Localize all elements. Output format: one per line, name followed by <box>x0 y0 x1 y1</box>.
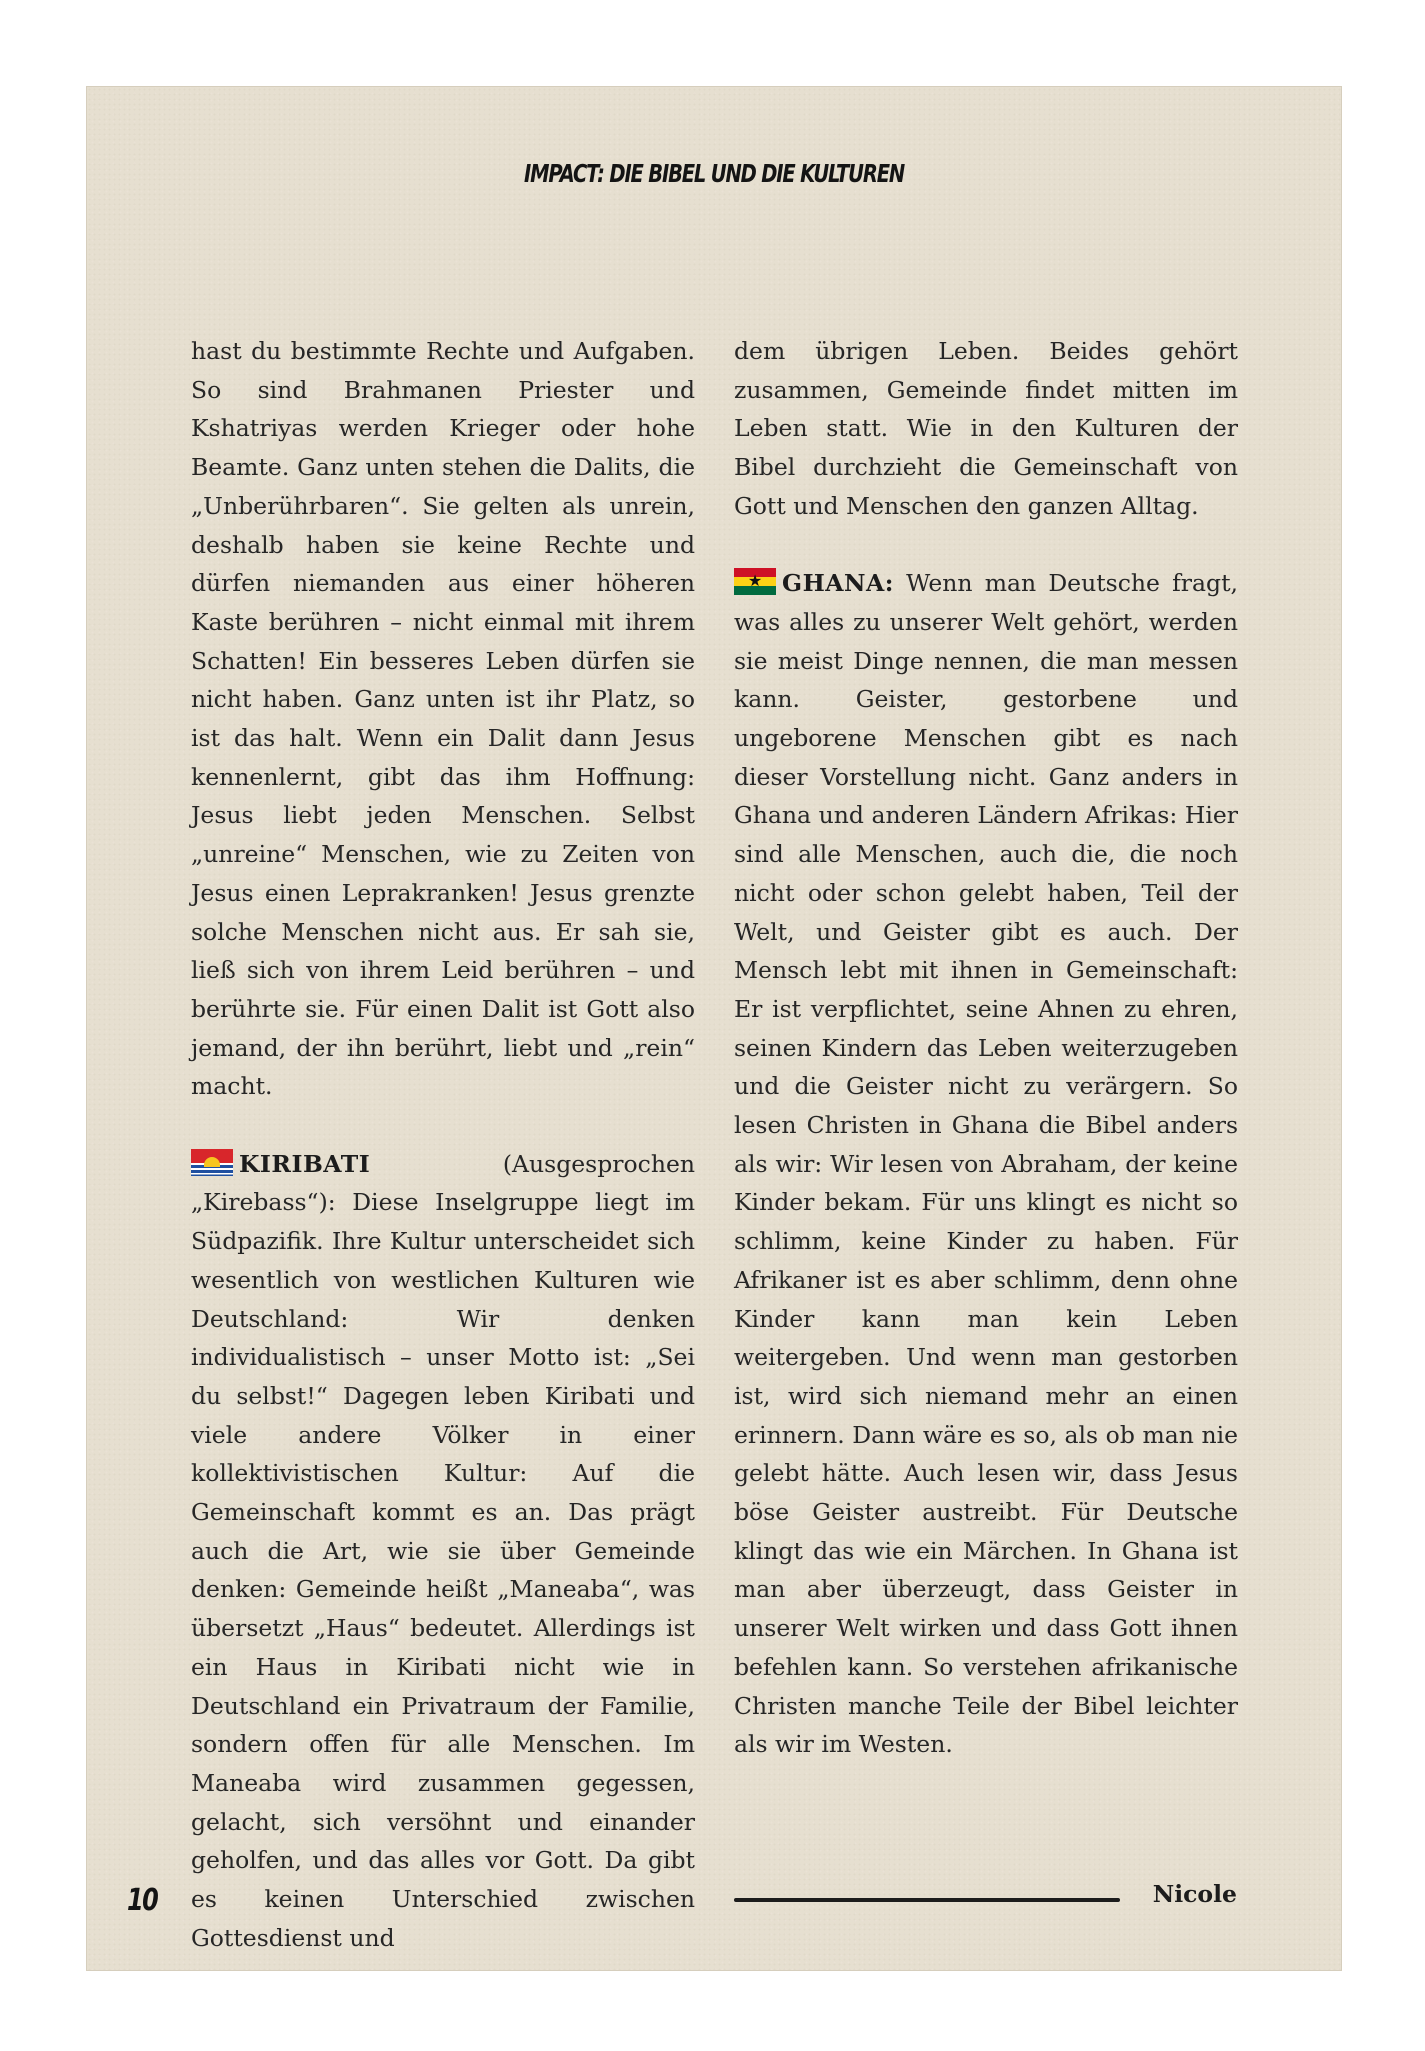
running-header: IMPACT: DIE BIBEL UND DIE KULTUREN <box>523 159 904 188</box>
ghana-flag-icon: ★ <box>734 568 776 595</box>
ghana-heading: GHANA: <box>782 569 894 598</box>
paragraph-continuation: dem übrigen Leben. Beides gehört zusammen, Gemeinde findet mitten im Leben statt. Wie in den Kulturen der Bibel durchzieht die Gemeinschaft von Gott und Menschen den ganzen Alltag. <box>734 337 1238 520</box>
right-column <box>734 332 1238 1764</box>
kiribati-heading: KIRIBATI <box>239 1149 371 1178</box>
author-signature: Nicole <box>1152 1880 1237 1908</box>
page-number: 10 <box>127 1883 158 1918</box>
paragraph-ghana <box>734 564 1238 1764</box>
signature-rule <box>734 1898 1120 1902</box>
paragraph-dalits: hast du bestimmte Rechte und Aufgaben. So sind Brahmanen Priester und Kshatriyas werden Krieger oder hohe Beamte. Ganz unten stehen die Dalits, die „Unberührbaren“. Sie gelten als unrein, deshalb haben sie keine Rechte und dürfen niemanden aus einer höheren Kaste berühren – nicht einmal mit ihrem Schatten! Ein besseres Leben dürfen sie nicht haben. Ganz unten ist ihr Platz, so ist das halt. Wenn ein Dalit dann Jesus kennenlernt, gibt das ihm Hoffnung: Jesus liebt jeden Menschen. Selbst „unreine“ Menschen, wie zu Zeiten von Jesus einen Leprakranken! Jesus grenzte solche Menschen nicht aus. Er sah sie, ließ sich von ihrem Leid berühren – und berührte sie. Für einen Dalit ist Gott also jemand, der ihn berührt, liebt und „rein“ macht. <box>191 337 695 1101</box>
kiribati-text: (Ausgesprochen „Kirebass“): Diese Inselgruppe liegt im Südpazifik. Ihre Kultur unterscheidet sich wesentlich von westlichen Kulturen wie Deutschland: Wir denken individualistisch – unser Motto ist: „Sei du selbst!“ Dagegen leben Kiribati und viele andere Völker in einer kollektivistischen Kultur: Auf die Gemeinschaft kommt es an. Das prägt auch die Art, wie sie über Gemeinde denken: Gemeinde heißt „Maneaba“, was übersetzt „Haus“ bedeutet. Allerdings ist ein Haus in Kiribati nicht wie in Deutschland ein Privatraum der Familie, sondern offen für alle Menschen. Im Maneaba wird zusammen gegessen, gelacht, sich versöhnt und einander geholfen, und das alles vor Gott. Da gibt es keinen Unterschied zwischen Gottesdienst und <box>191 1149 695 1952</box>
ghana-text: Wenn man Deutsche fragt, was alles zu unserer Welt gehört, werden sie meist Dinge nennen, die man messen kann. Geister, gestorbene und ungeborene Menschen gibt es nach dieser Vorstellung nicht. Ganz anders in Ghana und anderen Ländern Afrikas: Hier sind alle Menschen, auch die, die noch nicht oder schon gelebt haben, Teil der Welt, und Geister gibt es auch. Der Mensch lebt mit ihnen in Gemeinschaft: Er ist verpflichtet, seine Ahnen zu ehren, seinen Kindern das Leben weiterzugeben und die Geister nicht zu verärgern. So lesen Christen in Ghana die Bibel anders als wir: Wir lesen von Abraham, der keine Kinder bekam. Für uns klingt es nicht so schlimm, keine Kinder zu haben. Für Afrikaner ist es aber schlimm, denn ohne Kinder kann man kein Leben weitergeben. Und wenn man gestorben ist, wird sich niemand mehr an einen erinnern. Dann wäre es so, als ob man nie gelebt hätte. Auch lesen wir, dass Jesus böse Geister austreibt. Für Deutsche klingt das wie ein Märchen. In Ghana ist man aber überzeugt, dass Geister in unserer Welt wirken und dass Gott ihnen befehlen kann. So verstehen afrikanische Christen manche Teile der Bibel leichter als wir im Westen. <box>734 569 1238 1759</box>
left-column <box>191 332 695 1958</box>
paragraph-kiribati <box>191 1145 695 1958</box>
page <box>86 86 1342 1971</box>
kiribati-flag-icon <box>191 1149 233 1176</box>
